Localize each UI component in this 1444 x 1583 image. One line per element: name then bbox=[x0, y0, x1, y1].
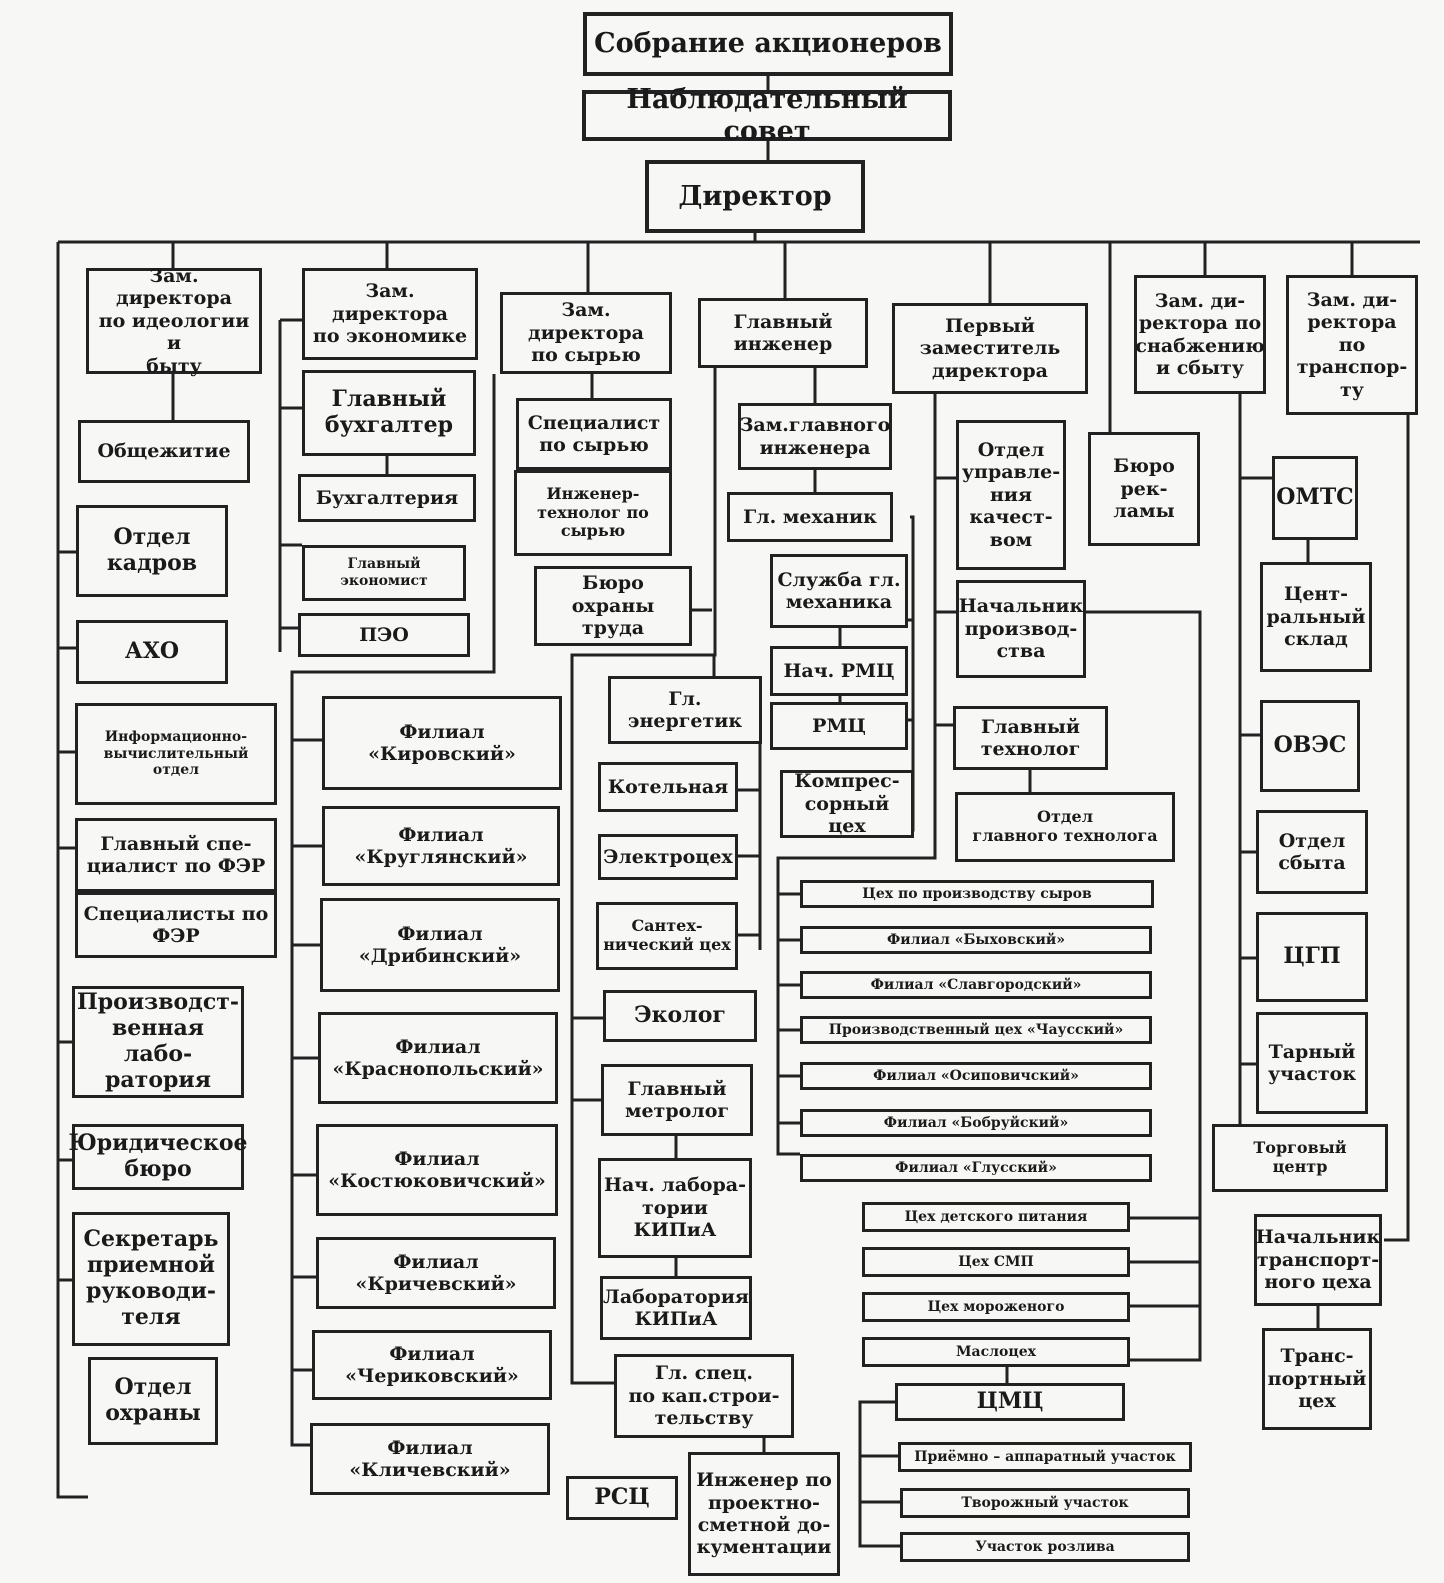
cgp-box: ЦГП bbox=[1256, 912, 1368, 1002]
shop-row: Цех СМП bbox=[862, 1247, 1130, 1277]
chief-energy-box: Гл. энергетик bbox=[608, 676, 762, 744]
branch-cherikovsky-box: Филиал «Чериковский» bbox=[312, 1330, 552, 1400]
kip-lab-head-box: Нач. лабора- тории КИПиА bbox=[598, 1158, 752, 1258]
branch-kostyukovichsky-box: Филиал «Костюковичский» bbox=[316, 1124, 558, 1216]
aho-box: АХО bbox=[76, 620, 228, 684]
ecologist-box: Эколог bbox=[603, 990, 757, 1042]
shop-row: Цех детского питания bbox=[862, 1202, 1130, 1232]
chief-mechanic-box: Гл. механик bbox=[727, 492, 893, 542]
plumbing-shop-box: Сантех- нический цех bbox=[596, 902, 738, 970]
shop-row: Маслоцех bbox=[862, 1337, 1130, 1367]
boiler-room-box: Котельная bbox=[598, 762, 738, 812]
transport-shop-box: Транс- портный цех bbox=[1262, 1328, 1372, 1430]
secretary-box: Секретарь приемной руководи- теля bbox=[72, 1212, 230, 1346]
security-dept-box: Отдел охраны bbox=[88, 1357, 218, 1445]
shop-row: Филиал «Быховский» bbox=[800, 926, 1152, 954]
branch-dribinsky-box: Филиал «Дрибинский» bbox=[320, 898, 560, 992]
shop-row: Филиал «Бобруйский» bbox=[800, 1109, 1152, 1137]
branch-krichevsky-box: Филиал «Кричевский» bbox=[316, 1237, 556, 1309]
chief-accountant-box: Главный бухгалтер bbox=[302, 370, 476, 456]
technologist-dept-box: Отдел главного технолога bbox=[955, 792, 1175, 862]
fer-specialists-box: Специалисты по ФЭР bbox=[75, 892, 277, 958]
deputy-supply-box: Зам. ди- ректора по снабжению и сбыту bbox=[1134, 275, 1266, 394]
kip-lab-box: Лаборатория КИПиА bbox=[600, 1276, 752, 1340]
shop-row: Цех по производству сыров bbox=[800, 880, 1154, 908]
deputy-chief-engineer-box: Зам.главного инженера bbox=[738, 403, 892, 470]
shareholders-box: Собрание акционеров bbox=[583, 12, 953, 76]
quality-dept-box: Отдел управле- ния качест- вом bbox=[956, 420, 1066, 570]
first-deputy-box: Первый заместитель директора bbox=[892, 303, 1088, 394]
cmc-box: ЦМЦ bbox=[895, 1383, 1125, 1421]
deputy-ideology-box: Зам. директора по идеологии и быту bbox=[86, 268, 262, 374]
capital-construction-box: Гл. спец. по кап.строи- тельству bbox=[614, 1354, 794, 1438]
mechanic-service-box: Служба гл. механика bbox=[770, 554, 908, 628]
chief-engineer-box: Главный инженер bbox=[698, 298, 868, 368]
dormitory-box: Общежитие bbox=[78, 420, 250, 483]
electro-shop-box: Электроцех bbox=[598, 834, 738, 880]
branch-kirovsky-box: Филиал «Кировский» bbox=[322, 696, 562, 790]
cmc-unit-row: Приёмно – аппаратный участок bbox=[898, 1442, 1192, 1472]
accounting-box: Бухгалтерия bbox=[298, 474, 476, 522]
chief-economist-box: Главный экономист bbox=[302, 545, 466, 601]
production-head-box: Начальник производ- ства bbox=[956, 580, 1086, 678]
rmc-box: РМЦ bbox=[770, 702, 908, 750]
branch-kruglyansky-box: Филиал «Круглянский» bbox=[322, 806, 560, 886]
fer-chief-box: Главный спе- циалист по ФЭР bbox=[75, 818, 277, 892]
shop-row: Производственный цех «Чаусский» bbox=[800, 1016, 1152, 1044]
compressor-shop-box: Компрес- сорный цех bbox=[780, 770, 914, 838]
omts-box: ОМТС bbox=[1272, 456, 1358, 540]
cmc-unit-row: Творожный участок bbox=[900, 1488, 1190, 1518]
prod-lab-box: Производст- венная лабо- ратория bbox=[72, 986, 244, 1098]
oves-box: ОВЭС bbox=[1260, 700, 1360, 792]
cmc-unit-row: Участок розлива bbox=[900, 1532, 1190, 1562]
container-site-box: Тарный участок bbox=[1256, 1012, 1368, 1114]
branch-klichevsky-box: Филиал «Кличевский» bbox=[310, 1423, 550, 1495]
trade-center-box: Торговый центр bbox=[1212, 1124, 1388, 1192]
transport-head-box: Начальник транспорт- ного цеха bbox=[1254, 1214, 1382, 1306]
ads-bureau-box: Бюро рек- ламы bbox=[1088, 432, 1200, 546]
rmc-head-box: Нач. РМЦ bbox=[770, 646, 908, 696]
shop-row: Филиал «Осиповичский» bbox=[800, 1062, 1152, 1090]
shop-row: Филиал «Глусский» bbox=[800, 1154, 1152, 1182]
chief-technologist-box: Главный технолог bbox=[953, 706, 1108, 770]
shop-row: Цех мороженого bbox=[862, 1292, 1130, 1322]
director-box: Директор bbox=[645, 160, 865, 233]
chief-metrologist-box: Главный метролог bbox=[601, 1064, 753, 1136]
raw-engineer-box: Инженер- технолог по сырью bbox=[514, 470, 672, 556]
branch-krasnopolsky-box: Филиал «Краснопольский» bbox=[318, 1012, 558, 1104]
shop-row: Филиал «Славгородский» bbox=[800, 971, 1152, 999]
raw-specialist-box: Специалист по сырью bbox=[516, 398, 672, 470]
central-warehouse-box: Цент- ральный склад bbox=[1260, 562, 1372, 672]
deputy-economy-box: Зам. директора по экономике bbox=[302, 268, 478, 360]
it-dept-box: Информационно- вычислительный отдел bbox=[75, 703, 277, 805]
estimator-engineer-box: Инженер по проектно- сметной до- кументации bbox=[688, 1452, 840, 1576]
legal-bureau-box: Юридическое бюро bbox=[72, 1124, 244, 1190]
board-box: Наблюдательный совет bbox=[582, 90, 952, 141]
labor-safety-box: Бюро охраны труда bbox=[534, 566, 692, 646]
hr-dept-box: Отдел кадров bbox=[76, 505, 228, 597]
deputy-raw-box: Зам. директора по сырью bbox=[500, 292, 672, 374]
deputy-transport-box: Зам. ди- ректора по транспор- ту bbox=[1286, 275, 1418, 415]
rsc-box: РСЦ bbox=[566, 1476, 678, 1520]
peo-box: ПЭО bbox=[298, 613, 470, 657]
sales-dept-box: Отдел сбыта bbox=[1256, 810, 1368, 894]
